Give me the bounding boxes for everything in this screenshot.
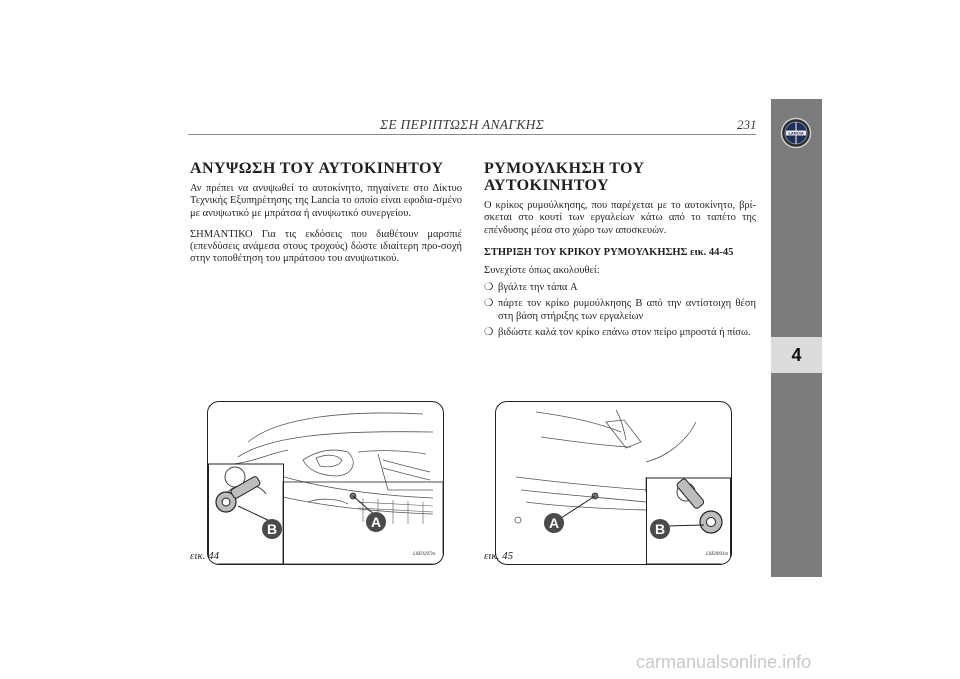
bullet-mark: ❍ [484, 298, 494, 310]
towing-steps-list [484, 282, 756, 339]
section-heading-towing: ΡΥΜΟΥΛΚΗΣΗ ΤΟΥ ΑΥΤΟΚΙΝΗΤΟΥ [484, 160, 645, 194]
section-heading-lifting: ΑΝΥΨΩΣΗ ΤΟΥ ΑΥΤΟΚΙΝΗΤΟΥ [190, 160, 444, 177]
bullet-mark: ❍ [484, 327, 494, 339]
callout-a-label: A [548, 515, 560, 531]
callout-b-label: B [266, 521, 278, 537]
towing-intro: Συνεχίστε όπως ακολουθεί: [484, 264, 600, 276]
figure-44-front-tow-ring [207, 401, 444, 565]
chapter-number-tab[interactable]: 4 [771, 337, 822, 373]
list-item [484, 327, 756, 339]
lancia-logo-icon [780, 117, 812, 149]
logo-text: LANCIA [788, 130, 804, 136]
figure-45-rear-tow-ring [495, 401, 732, 565]
towing-paragraph-1: Ο κρίκος ρυμούλκησης, που παρέχεται με το αυτοκίνητο, βρί-σκεται στο κουτί των εργαλείων κάτω από το ταπέτο της επένδυσης μέσα στο χώρο των αποσκευών. [484, 200, 756, 236]
left-column [190, 160, 462, 275]
towing-subheading: ΣΤΗΡΙΞΗ ΤΟΥ ΚΡΙΚΟΥ ΡΥΜΟΥΛΚΗΣΗΣ εικ. 44-45 [484, 246, 734, 258]
step-text: βιδώστε καλά τον κρίκο επάνω στον πείρο μπροστά ή πίσω. [498, 327, 751, 339]
list-item [484, 298, 756, 323]
step-text: πάρτε τον κρίκο ρυμούλκησης B από την αντίστοιχη θέση στη βάση στήριξης των εργαλείων [498, 298, 756, 322]
running-header-title: ΣΕ ΠΕΡΙΠΤΩΣΗ ΑΝΑΓΚΗΣ [380, 117, 545, 132]
callout-b-label: B [654, 521, 666, 537]
step-text: βγάλτε την τάπα A [498, 282, 578, 294]
chapter-sidebar [771, 99, 822, 577]
right-column [484, 160, 756, 343]
header-divider [188, 134, 756, 135]
lifting-paragraph-1: Αν πρέπει να ανυψωθεί το αυτοκίνητο, πηγαίνετε στο Δίκτυο Τεχνικής Εξυπηρέτησης της Lancia το οποίο είναι εφοδια-σμένο με ανυψωτικό με μπράτσα ή ανυψωτικό συνεργείου. [190, 183, 462, 219]
figure-45-caption: εικ. 45 [484, 550, 514, 562]
figure-45-code: L0E0091m [706, 552, 728, 557]
lifting-paragraph-2: ΣΗΜΑΝΤΙΚΟ Για τις εκδόσεις που διαθέτουν μαρσπιέ (επενδύσεις ανάμεσα στους τροχούς) δώστε ιδιαίτερη προ-σοχή στην τοποθέτηση του μπράτσου του ανυψωτικού. [190, 228, 462, 265]
figure-44-caption: εικ. 44 [190, 550, 220, 562]
page-number: 231 [737, 117, 757, 132]
rear-car-illustration [496, 402, 731, 564]
watermark-text: carmanualsonline.info [636, 652, 812, 672]
bullet-mark: ❍ [484, 282, 494, 294]
figure-44-code: L0E0297m [413, 552, 435, 557]
callout-a-label: A [370, 514, 382, 530]
front-car-illustration [208, 402, 443, 564]
list-item [484, 282, 756, 294]
